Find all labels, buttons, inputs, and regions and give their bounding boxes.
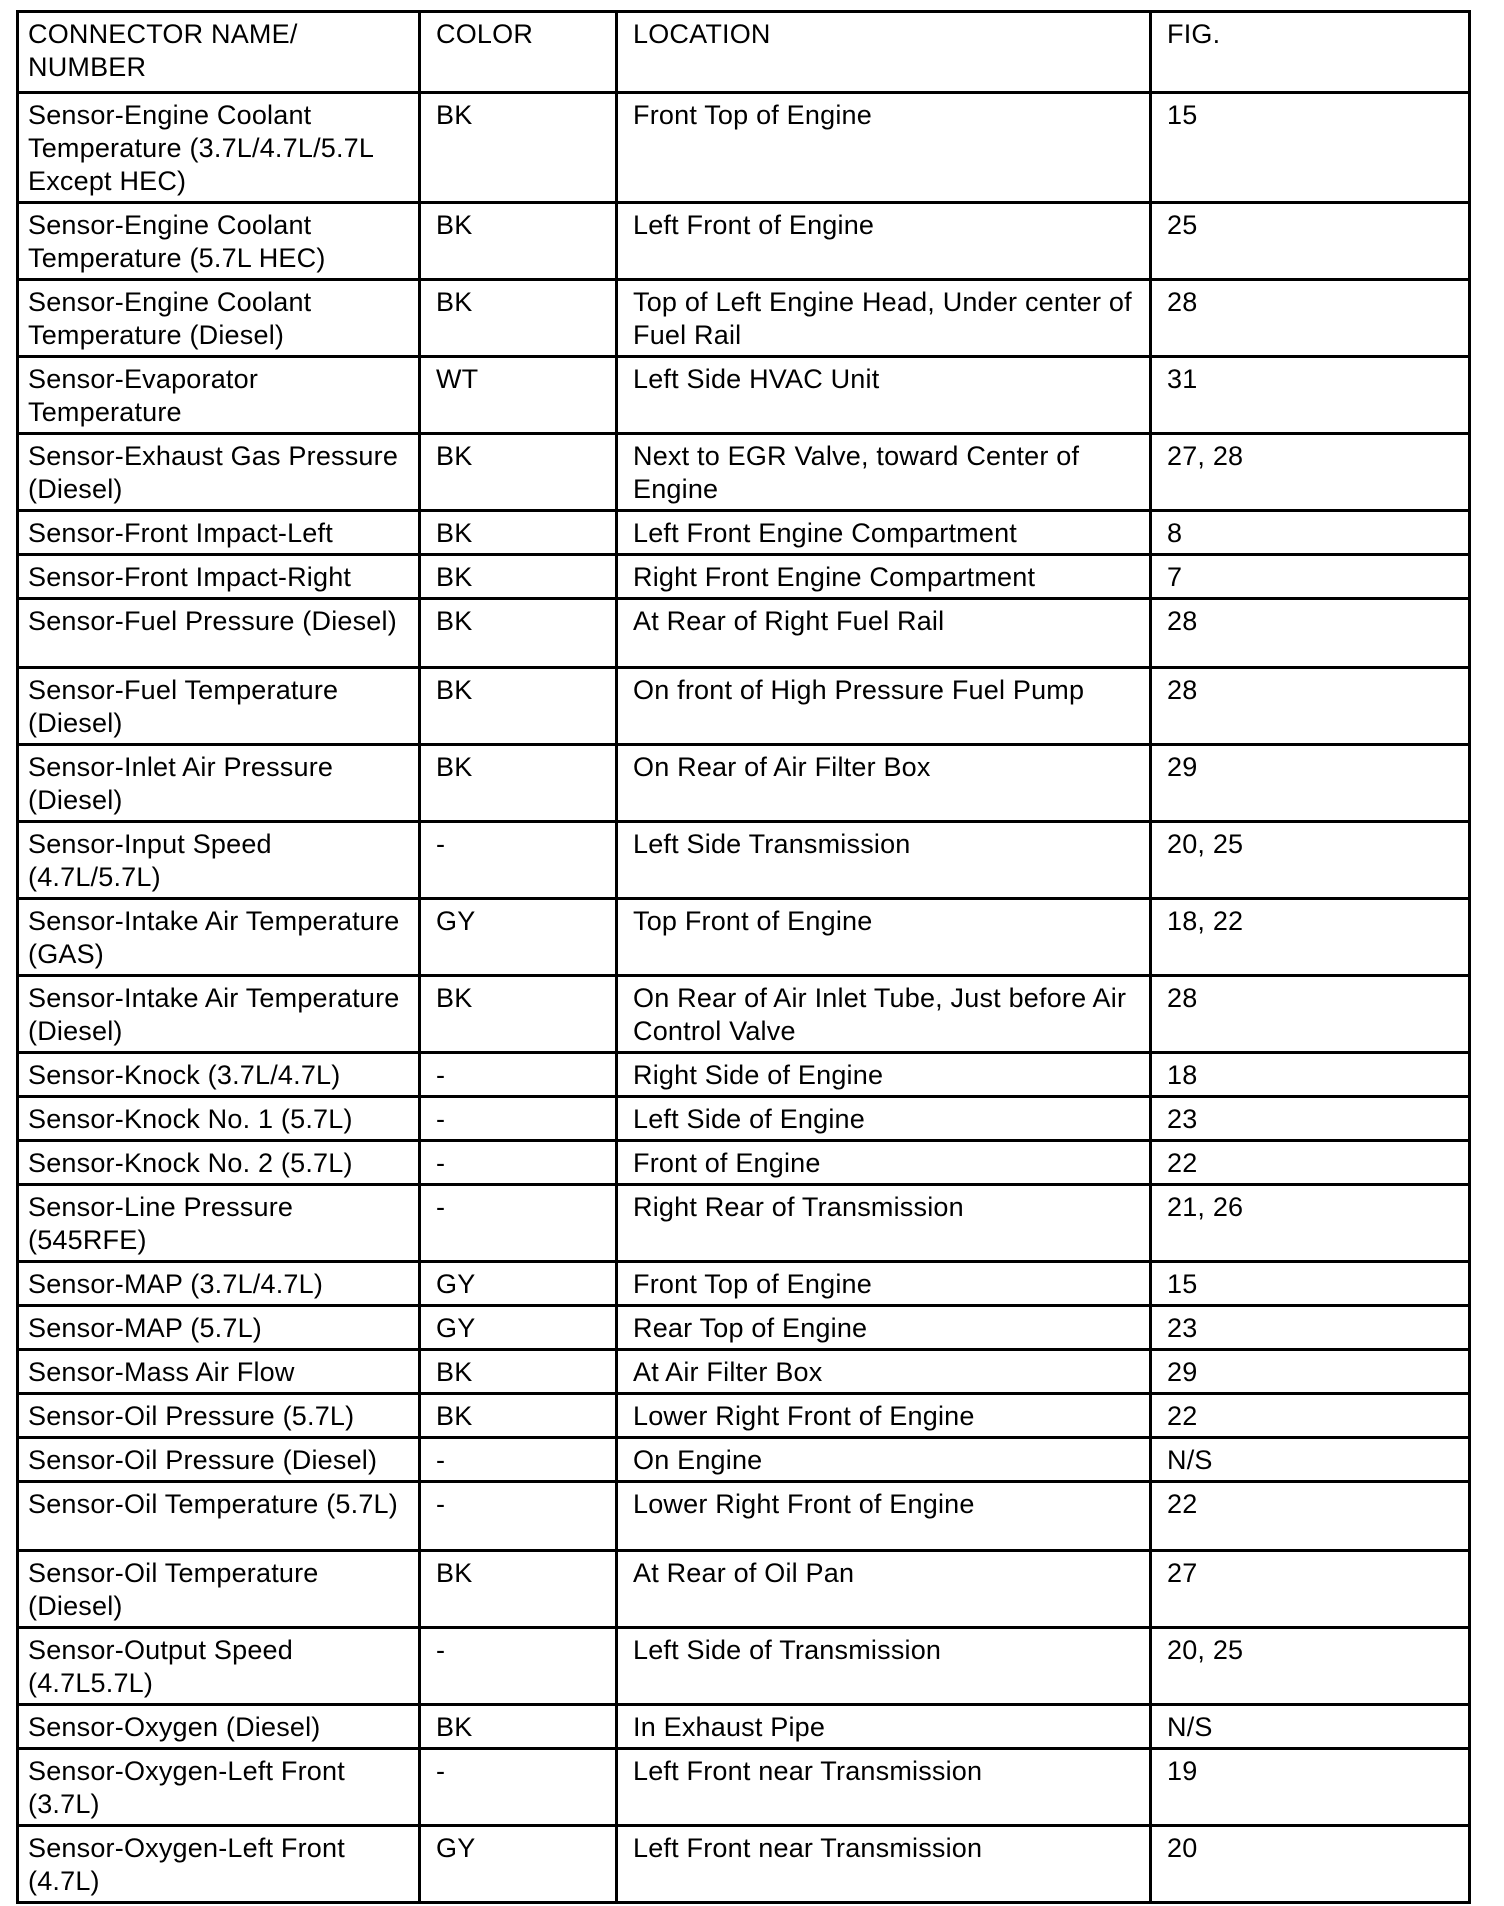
- color-cell: -: [420, 1628, 617, 1705]
- connector-name-cell: Sensor-Mass Air Flow: [18, 1350, 420, 1394]
- header-color: COLOR: [420, 12, 617, 93]
- connector-table: [16, 10, 1471, 1904]
- connector-name-cell: Sensor-Input Speed (4.7L/5.7L): [18, 822, 420, 899]
- location-cell: Top Front of Engine: [617, 899, 1151, 976]
- color-cell: GY: [420, 1262, 617, 1306]
- location-cell: On front of High Pressure Fuel Pump: [617, 668, 1151, 745]
- location-cell: In Exhaust Pipe: [617, 1705, 1151, 1749]
- color-cell: -: [420, 1749, 617, 1826]
- connector-name-cell: Sensor-Oxygen (Diesel): [18, 1705, 420, 1749]
- color-cell: GY: [420, 1826, 617, 1903]
- location-cell: Lower Right Front of Engine: [617, 1482, 1151, 1551]
- fig-cell: 28: [1151, 668, 1470, 745]
- table-row: [18, 1628, 1470, 1705]
- fig-cell: N/S: [1151, 1705, 1470, 1749]
- table-row: [18, 357, 1470, 434]
- table-row: [18, 1262, 1470, 1306]
- location-cell: On Rear of Air Filter Box: [617, 745, 1151, 822]
- location-cell: Left Front of Engine: [617, 203, 1151, 280]
- table-row: [18, 899, 1470, 976]
- color-cell: -: [420, 822, 617, 899]
- fig-cell: 15: [1151, 1262, 1470, 1306]
- table-body: [18, 93, 1470, 1903]
- fig-cell: 20, 25: [1151, 1628, 1470, 1705]
- fig-cell: 31: [1151, 357, 1470, 434]
- fig-cell: 23: [1151, 1097, 1470, 1141]
- location-cell: Right Front Engine Compartment: [617, 555, 1151, 599]
- fig-cell: 22: [1151, 1394, 1470, 1438]
- table-row: [18, 1185, 1470, 1262]
- color-cell: BK: [420, 1350, 617, 1394]
- location-cell: At Air Filter Box: [617, 1350, 1151, 1394]
- fig-cell: 28: [1151, 280, 1470, 357]
- table-row: [18, 93, 1470, 203]
- location-cell: Right Side of Engine: [617, 1053, 1151, 1097]
- color-cell: -: [420, 1185, 617, 1262]
- location-cell: Left Front Engine Compartment: [617, 511, 1151, 555]
- table-row: [18, 1749, 1470, 1826]
- location-cell: On Engine: [617, 1438, 1151, 1482]
- connector-name-cell: Sensor-Oil Pressure (Diesel): [18, 1438, 420, 1482]
- location-cell: Left Front near Transmission: [617, 1749, 1151, 1826]
- color-cell: BK: [420, 745, 617, 822]
- header-location: LOCATION: [617, 12, 1151, 93]
- connector-name-cell: Sensor-Knock No. 2 (5.7L): [18, 1141, 420, 1185]
- color-cell: BK: [420, 1705, 617, 1749]
- fig-cell: 21, 26: [1151, 1185, 1470, 1262]
- color-cell: BK: [420, 203, 617, 280]
- fig-cell: 8: [1151, 511, 1470, 555]
- fig-cell: 29: [1151, 745, 1470, 822]
- table-row: [18, 1551, 1470, 1628]
- color-cell: BK: [420, 280, 617, 357]
- color-cell: BK: [420, 1394, 617, 1438]
- location-cell: Front Top of Engine: [617, 1262, 1151, 1306]
- connector-name-cell: Sensor-Engine Coolant Temperature (Diesel): [18, 280, 420, 357]
- connector-name-cell: Sensor-Line Pressure (545RFE): [18, 1185, 420, 1262]
- table-row: [18, 1097, 1470, 1141]
- location-cell: Left Front near Transmission: [617, 1826, 1151, 1903]
- connector-name-cell: Sensor-Engine Coolant Temperature (5.7L HEC): [18, 203, 420, 280]
- table-row: [18, 511, 1470, 555]
- table-row: [18, 280, 1470, 357]
- table-row: [18, 1053, 1470, 1097]
- color-cell: BK: [420, 93, 617, 203]
- color-cell: -: [420, 1438, 617, 1482]
- location-cell: On Rear of Air Inlet Tube, Just before Air Control Valve: [617, 976, 1151, 1053]
- fig-cell: 28: [1151, 976, 1470, 1053]
- color-cell: GY: [420, 1306, 617, 1350]
- table-row: [18, 822, 1470, 899]
- color-cell: BK: [420, 668, 617, 745]
- location-cell: Left Side HVAC Unit: [617, 357, 1151, 434]
- fig-cell: 18, 22: [1151, 899, 1470, 976]
- header-fig: FIG.: [1151, 12, 1470, 93]
- fig-cell: 28: [1151, 599, 1470, 668]
- color-cell: WT: [420, 357, 617, 434]
- color-cell: BK: [420, 434, 617, 511]
- color-cell: BK: [420, 976, 617, 1053]
- location-cell: At Rear of Right Fuel Rail: [617, 599, 1151, 668]
- connector-name-cell: Sensor-Knock No. 1 (5.7L): [18, 1097, 420, 1141]
- table-row: [18, 599, 1470, 668]
- table-row: [18, 1306, 1470, 1350]
- color-cell: -: [420, 1141, 617, 1185]
- location-cell: Left Side of Transmission: [617, 1628, 1151, 1705]
- table-row: [18, 668, 1470, 745]
- table-row: [18, 203, 1470, 280]
- fig-cell: 22: [1151, 1141, 1470, 1185]
- table-row: [18, 1482, 1470, 1551]
- fig-cell: 20, 25: [1151, 822, 1470, 899]
- color-cell: -: [420, 1482, 617, 1551]
- connector-name-cell: Sensor-Front Impact-Left: [18, 511, 420, 555]
- fig-cell: 22: [1151, 1482, 1470, 1551]
- fig-cell: 23: [1151, 1306, 1470, 1350]
- connector-name-cell: Sensor-Front Impact-Right: [18, 555, 420, 599]
- location-cell: At Rear of Oil Pan: [617, 1551, 1151, 1628]
- connector-name-cell: Sensor-Fuel Temperature (Diesel): [18, 668, 420, 745]
- table-row: [18, 1141, 1470, 1185]
- location-cell: Top of Left Engine Head, Under center of Fuel Rail: [617, 280, 1151, 357]
- fig-cell: 19: [1151, 1749, 1470, 1826]
- table-row: [18, 976, 1470, 1053]
- header-connector-name: CONNECTOR NAME/ NUMBER: [18, 12, 420, 93]
- fig-cell: 25: [1151, 203, 1470, 280]
- location-cell: Front of Engine: [617, 1141, 1151, 1185]
- color-cell: BK: [420, 511, 617, 555]
- location-cell: Lower Right Front of Engine: [617, 1394, 1151, 1438]
- connector-name-cell: Sensor-Engine Coolant Temperature (3.7L/4.7L/5.7L Except HEC): [18, 93, 420, 203]
- table-row: [18, 555, 1470, 599]
- fig-cell: 20: [1151, 1826, 1470, 1903]
- connector-name-cell: Sensor-Intake Air Temperature (Diesel): [18, 976, 420, 1053]
- connector-name-cell: Sensor-Knock (3.7L/4.7L): [18, 1053, 420, 1097]
- location-cell: Left Side Transmission: [617, 822, 1151, 899]
- color-cell: BK: [420, 1551, 617, 1628]
- table-row: [18, 434, 1470, 511]
- color-cell: BK: [420, 599, 617, 668]
- fig-cell: 15: [1151, 93, 1470, 203]
- fig-cell: 29: [1151, 1350, 1470, 1394]
- fig-cell: 7: [1151, 555, 1470, 599]
- table-row: [18, 745, 1470, 822]
- connector-name-cell: Sensor-MAP (3.7L/4.7L): [18, 1262, 420, 1306]
- connector-name-cell: Sensor-Oil Pressure (5.7L): [18, 1394, 420, 1438]
- fig-cell: 27: [1151, 1551, 1470, 1628]
- connector-name-cell: Sensor-Inlet Air Pressure (Diesel): [18, 745, 420, 822]
- table-row: [18, 1350, 1470, 1394]
- location-cell: Next to EGR Valve, toward Center of Engine: [617, 434, 1151, 511]
- connector-name-cell: Sensor-Exhaust Gas Pressure (Diesel): [18, 434, 420, 511]
- color-cell: -: [420, 1097, 617, 1141]
- color-cell: GY: [420, 899, 617, 976]
- connector-name-cell: Sensor-Oil Temperature (5.7L): [18, 1482, 420, 1551]
- table-row: [18, 1826, 1470, 1903]
- connector-name-cell: Sensor-Intake Air Temperature (GAS): [18, 899, 420, 976]
- location-cell: Front Top of Engine: [617, 93, 1151, 203]
- fig-cell: N/S: [1151, 1438, 1470, 1482]
- location-cell: Right Rear of Transmission: [617, 1185, 1151, 1262]
- color-cell: BK: [420, 555, 617, 599]
- location-cell: Left Side of Engine: [617, 1097, 1151, 1141]
- connector-name-cell: Sensor-Oil Temperature (Diesel): [18, 1551, 420, 1628]
- table-row: [18, 1394, 1470, 1438]
- table-row: [18, 1705, 1470, 1749]
- connector-name-cell: Sensor-Fuel Pressure (Diesel): [18, 599, 420, 668]
- table-row: [18, 1438, 1470, 1482]
- fig-cell: 27, 28: [1151, 434, 1470, 511]
- connector-name-cell: Sensor-Output Speed (4.7L5.7L): [18, 1628, 420, 1705]
- connector-name-cell: Sensor-Oxygen-Left Front (3.7L): [18, 1749, 420, 1826]
- location-cell: Rear Top of Engine: [617, 1306, 1151, 1350]
- header-row: [18, 12, 1470, 93]
- table-header: [18, 12, 1470, 93]
- connector-name-cell: Sensor-Evaporator Temperature: [18, 357, 420, 434]
- connector-name-cell: Sensor-MAP (5.7L): [18, 1306, 420, 1350]
- color-cell: -: [420, 1053, 617, 1097]
- connector-name-cell: Sensor-Oxygen-Left Front (4.7L): [18, 1826, 420, 1903]
- fig-cell: 18: [1151, 1053, 1470, 1097]
